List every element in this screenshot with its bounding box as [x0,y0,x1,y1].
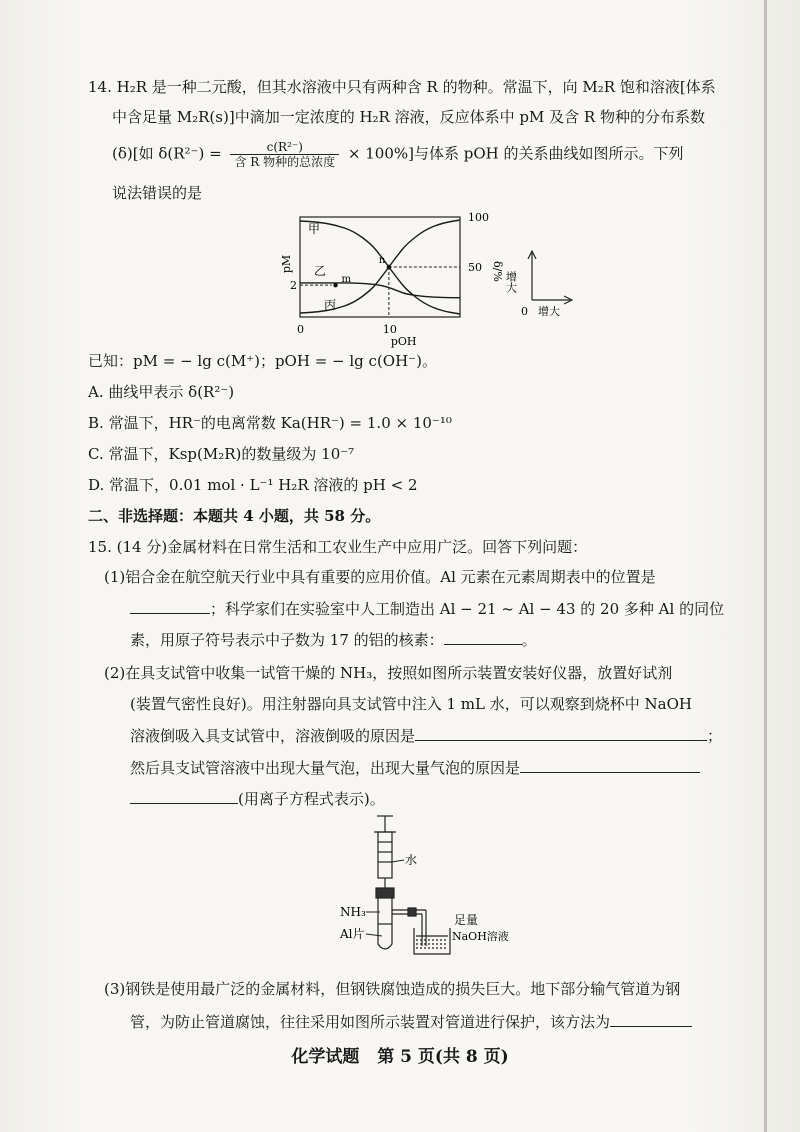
q15-p1-line3-text: 素，用原子符号表示中子数为 17 的铝的核素： [130,631,444,649]
q14-line3 [112,140,683,169]
footer-subject: 化学试题 [291,1047,360,1067]
y-right-tick-100: 100 [468,211,489,224]
legend-y-label: 增大 [504,271,518,293]
q15-p2-line5-end: (用离子方程式表示)。 [238,790,385,808]
beaker-label-1: 足量 [454,913,479,927]
q15-p2-line3-text: 溶液倒吸入具支试管中，溶液倒吸的原因是 [130,727,416,745]
test-tube [376,888,426,949]
point-m-label: m [341,274,352,286]
q15-p2-line3 [130,724,722,747]
x-tick-10: 10 [382,323,397,336]
q14-option-b [88,412,452,434]
q15-p3-line1: (3)钢铁是使用最广泛的金属材料，但钢铁腐蚀造成的损失巨大。地下部分输气管道为钢 [104,980,681,998]
point-m [333,283,337,287]
al-pointer [366,934,382,936]
legend-origin: 0 [521,305,528,318]
water-pointer [392,860,404,862]
y-right-axis-label: δ/% [491,261,504,282]
beaker-label-2: NaOH溶液 [452,930,509,943]
q14-option-d [88,474,418,496]
q14-line4: 说法错误的是 [112,184,203,202]
option-d-text: 常温下，0.01 mol · L⁻¹ H₂R 溶液的 pH < 2 [109,476,418,494]
legend-arrows [505,251,573,318]
series-label-bing: 丙 [324,298,337,312]
point-n-label: n [378,255,386,266]
q14-line3-pre: (δ)[如 δ(R²⁻) = [112,144,222,163]
q15-intro: 15. (14 分)金属材料在日常生活和工农业生产中应用广泛。回答下列问题： [88,538,588,556]
q15-p1-line3-end: 。 [521,631,537,649]
water-label: 水 [405,853,418,867]
x-tick-0: 0 [297,323,304,336]
q15-p3-line2 [130,1010,692,1033]
point-n [387,265,391,269]
q15-p2-line5 [130,787,385,810]
q14-line1: 14. H₂R 是一种二元酸，但其水溶液中只有两种含 R 的物种。常温下，向 M₂R 饱和溶液[体系 [88,78,716,96]
answer-blank-5[interactable] [130,787,238,804]
q14-option-a [88,381,234,403]
q14-line3-post: × 100%]与体系 pOH 的关系曲线如图所示。下列 [347,144,684,163]
q15-p2-line4-text: 然后具支试管溶液中出现大量气泡，出现大量气泡的原因是 [130,759,521,777]
q15-p1-line2-text: ；科学家们在实验室中人工制造出 Al − 21 ~ Al − 43 的 20 多种 Al 的同位 [210,600,725,618]
answer-blank-6[interactable] [610,1010,692,1027]
q15-p2-line4 [130,756,700,779]
x-axis-label: pOH [390,335,417,348]
answer-blank-3[interactable] [415,724,707,741]
option-b-text: 常温下，HR⁻的电离常数 Ka(HR⁻) = 1.0 × 10⁻¹⁰ [108,414,452,432]
q14-known: 已知：pM = − lg c(M⁺)；pOH = − lg c(OH⁻)。 [88,352,437,370]
series-label-yi: 乙 [314,264,327,279]
q15-p1-line2 [130,597,724,620]
q15-p3-line2-text: 管，为防止管道腐蚀，往往采用如图所示装置对管道进行保护，该方法为 [130,1013,611,1031]
answer-blank-4[interactable] [520,756,700,773]
q14-option-c [88,443,354,465]
fraction-numerator: c(R²⁻) [230,140,339,155]
option-d-label: D. [88,476,105,494]
option-c-text: 常温下，Ksp(M₂R)的数量级为 10⁻⁷ [108,445,355,463]
series-label-jia: 甲 [308,222,321,236]
pm-delta-poh-chart [270,205,580,348]
q15-p2-line2: (装置气密性良好)。用注射器向具支试管中注入 1 mL 水，可以观察到烧杯中 NaOH [130,695,692,713]
footer-page-number: 第 5 页(共 8 页) [377,1047,509,1067]
answer-blank-1[interactable] [130,597,210,614]
q15-p1-line1: (1)铝合金在航空航天行业中具有重要的应用价值。Al 元素在元素周期表中的位置是 [104,568,656,586]
syringe [374,816,396,888]
apparatus-figure [330,812,509,962]
legend-x-label: 增大 [538,305,560,318]
answer-blank-2[interactable] [444,628,522,645]
option-b-label: B. [88,414,104,432]
q15-p2-line1: (2)在具支试管中收集一试管干燥的 NH₃，按照如图所示装置安装好仪器，放置好试剂 [104,664,673,682]
fraction-denominator: 含 R 物种的总浓度 [234,155,336,169]
option-a-text: 曲线甲表示 δ(R²⁻) [108,383,235,401]
label-layer [280,211,504,348]
page-footer [0,1042,800,1067]
series-line-3 [300,283,460,298]
q14-line2: 中含足量 M₂R(s)]中滴加一定浓度的 H₂R 溶液，反应体系中 pM 及含 R 物种的分布系数 [112,108,705,126]
beaker [414,928,450,954]
option-a-label: A. [88,383,104,401]
al-label: Al片 [340,927,365,941]
y-right-tick-50: 50 [468,261,482,274]
section2-title: 二、非选择题：本题共 4 小题，共 58 分。 [88,507,381,525]
y-left-axis-label: pM [280,254,293,274]
q15-p2-line3-end: ； [707,727,723,745]
option-c-label: C. [88,445,104,463]
delta-fraction [230,140,339,169]
q15-p1-line3 [130,628,537,651]
y-left-tick-2: 2 [290,279,297,293]
page-edge-shadow [764,0,767,1132]
nh3-label: NH₃ [340,905,366,919]
